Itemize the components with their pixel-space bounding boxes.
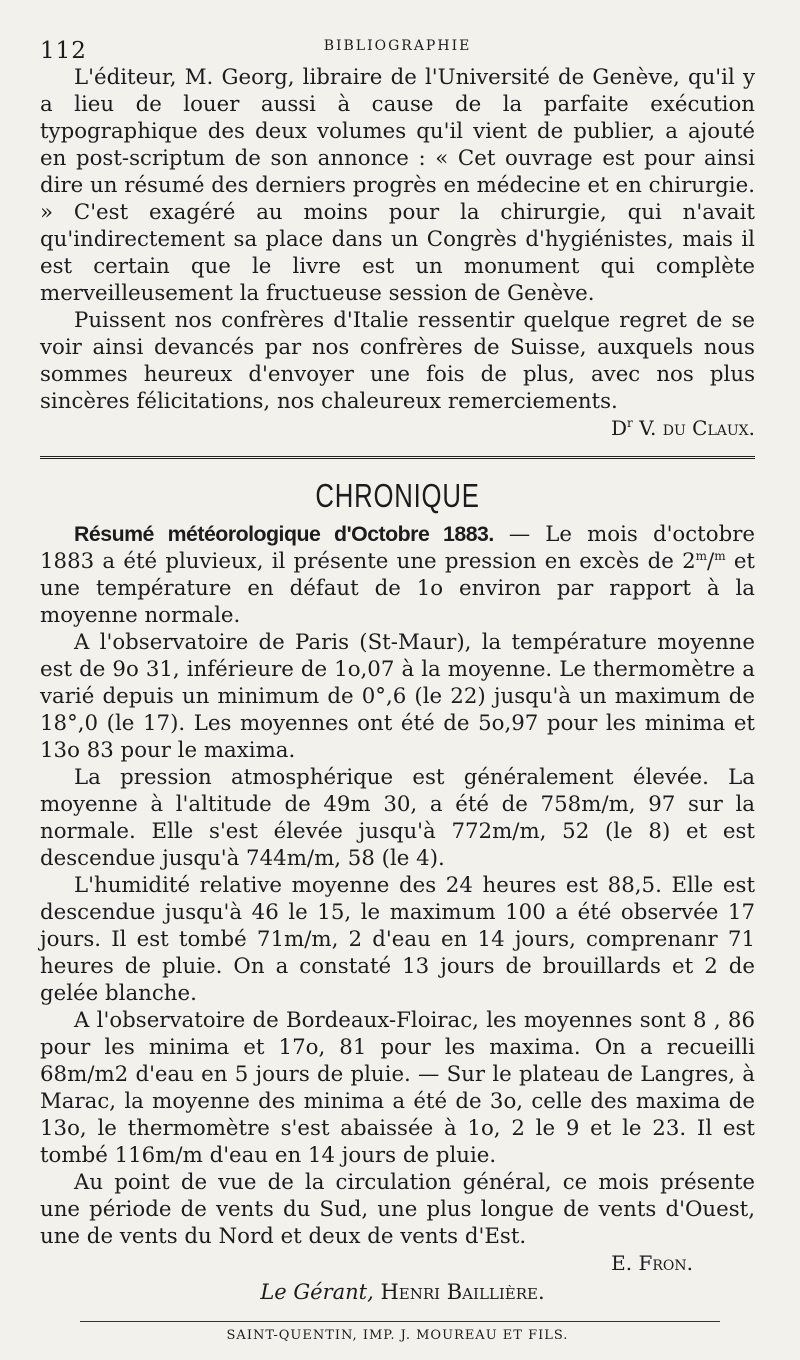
lead-title: Résumé météorologique d'Octobre 1883. bbox=[74, 522, 494, 546]
gerant-name: Henri Baillière. bbox=[380, 1280, 545, 1304]
gerant-label: Le Gérant, bbox=[260, 1280, 374, 1304]
footer-rule bbox=[80, 1321, 720, 1322]
chronique-paragraph: A l'observatoire de Bordeaux-Floirac, les moyennes sont 8 , 86 pour les minima et 17o, 81 pour les maxima. On a recueilli 68m/m2 d'eau en 5 jours de pluie. — Sur le plateau de Langres, à Marac, la moyenne des minima a été de 3o, celle des maxima de 13o, le thermomètre s'est abaissée à 1o, 2 le 9 et le 23. Il est tombé 116m/m d'eau en 14 jours de pluie. bbox=[40, 1008, 755, 1168]
bibliography-review bbox=[40, 64, 755, 442]
review-paragraph: L'éditeur, M. Georg, libraire de l'Université de Genève, qu'il y a lieu de louer aussi à cause de la parfaite exécution typographique des deux volumes qu'il vient de publier, a ajouté en post-scriptum de son annonce : « Cet ouvrage est pour ainsi dire un résumé des derniers progrès en médecine et en chirurgie. » C'est exagéré au moins pour la chirurgie, qui n'avait qu'indirectement sa place dans un Congrès d'hygiénistes, mais il est certain que le livre est un monument qui complète merveilleusement la fructueuse session de Genève. bbox=[40, 65, 755, 306]
chronique-paragraph: A l'observatoire de Paris (St-Maur), la température moyenne est de 9o 31, inférieure de 1o,07 à la moyenne. Le thermomètre a varié depuis un minimum de 0°,6 (le 22) jusqu'à un maximum de 18°,0 (le 17). Les moyennes ont été de 5o,97 pour les minima et 13o 83 pour le maxima. bbox=[40, 630, 755, 763]
section-divider bbox=[40, 456, 755, 463]
chronique-body bbox=[40, 521, 755, 1277]
chronique-paragraph: L'humidité relative moyenne des 24 heures est 88,5. Elle est descendue jusqu'à 46 le 15, le maximum 100 a été observée 17 jours. Il est tombé 71m/m, 2 d'eau en 14 jours, comprenanr 71 heures de pluie. On a constaté 13 jours de brouillards et 2 de gelée blanche. bbox=[40, 873, 755, 1006]
signature-name: V. du Claux. bbox=[639, 416, 755, 440]
printer-line: SAINT-QUENTIN, IMP. J. MOUREAU ET FILS. bbox=[226, 1328, 569, 1343]
signature-sup: r bbox=[627, 416, 633, 430]
page-number: 112 bbox=[40, 38, 87, 64]
section-title: CHRONIQUE bbox=[315, 477, 480, 514]
chronique-lead-paragraph bbox=[40, 521, 755, 629]
signature-prefix: D bbox=[610, 416, 627, 440]
running-head bbox=[40, 30, 755, 64]
chronique-signature: E. Fron. bbox=[611, 1251, 693, 1275]
running-title: BIBLIOGRAPHIE bbox=[323, 38, 472, 54]
journal-page bbox=[40, 30, 755, 1343]
lead-text-end: et une température en défaut de 1o environ par rapport à la moyenne normale. bbox=[40, 549, 755, 628]
unit-slash: / bbox=[707, 549, 715, 574]
unit-sup: m bbox=[714, 549, 726, 563]
review-signature bbox=[40, 415, 755, 442]
chronique-paragraph: Au point de vue de la circulation général, ce mois présente une période de vents du Sud, une plus longue de vents d'Ouest, une de vents du Nord et deux de vents d'Est. bbox=[40, 1170, 755, 1249]
gerant-line bbox=[40, 1277, 755, 1307]
unit-sup: m bbox=[695, 549, 708, 563]
lead-text: — Le mois d'octobre 1883 a été pluvieux, il présente une pression en excès de 2 bbox=[40, 522, 755, 574]
chronique-paragraph: La pression atmosphérique est généralement élevée. La moyenne à l'altitude de 49m 30, a été de 758m/m, 97 sur la normale. Elle s'est élevée jusqu'à 772m/m, 52 (le 8) et est descendue jusqu'à 744m/m, 58 (le 4). bbox=[40, 765, 755, 871]
review-paragraph: Puissent nos confrères d'Italie ressentir quelque regret de se voir ainsi devancés par nos confrères de Suisse, auxquels nous sommes heureux d'envoyer une fois de plus, avec nos plus sincères félicitations, nos chaleureux remerciements. bbox=[40, 308, 755, 414]
